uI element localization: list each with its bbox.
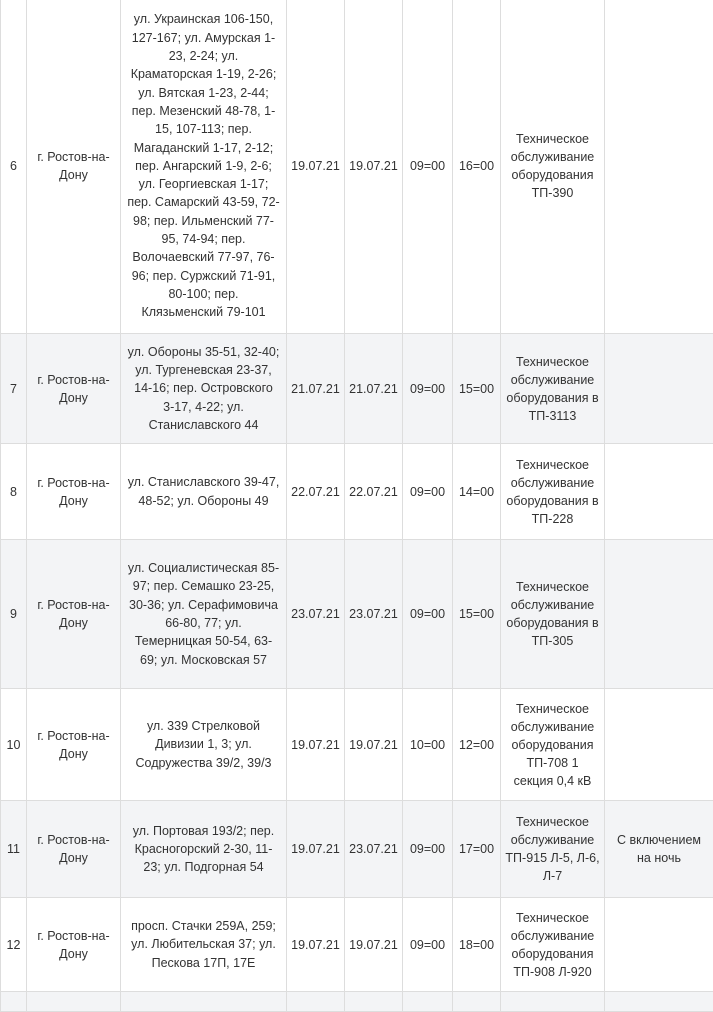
row-number: 11 bbox=[1, 801, 27, 898]
start-time-cell bbox=[403, 992, 453, 1012]
start-time-cell: 09=00 bbox=[403, 444, 453, 540]
start-date-cell: 21.07.21 bbox=[287, 334, 345, 444]
address-cell: ул. Портовая 193/2; пер. Красногорский 2-30, 11-23; ул. Подгорная 54 bbox=[121, 801, 287, 898]
work-description-cell bbox=[501, 992, 605, 1012]
row-number: 10 bbox=[1, 689, 27, 801]
end-time-cell: 18=00 bbox=[453, 898, 501, 992]
note-cell bbox=[605, 540, 713, 689]
note-cell bbox=[605, 992, 713, 1012]
address-cell: ул. Социалистическая 85-97; пер. Семашко 23-25, 30-36; ул. Серафимовича 66-80, 77; ул. Темерницкая 50-54, 63-69; ул. Московская 57 bbox=[121, 540, 287, 689]
start-date-cell: 22.07.21 bbox=[287, 444, 345, 540]
address-cell: ул. Обороны 35-51, 32-40; ул. Тургеневская 23-37, 14-16; пер. Островского 3-17, 4-22; ул. Станиславского 44 bbox=[121, 334, 287, 444]
start-time-cell: 09=00 bbox=[403, 801, 453, 898]
work-description-cell: Техническое обслуживание ТП-915 Л-5, Л-6, Л-7 bbox=[501, 801, 605, 898]
row-number: 6 bbox=[1, 0, 27, 334]
end-time-cell: 12=00 bbox=[453, 689, 501, 801]
city-cell: г. Ростов-на-Дону bbox=[27, 444, 121, 540]
table-row bbox=[1, 540, 713, 689]
row-number: 9 bbox=[1, 540, 27, 689]
start-time-cell: 09=00 bbox=[403, 898, 453, 992]
note-cell bbox=[605, 334, 713, 444]
city-cell: г. Ростов-на-Дону bbox=[27, 801, 121, 898]
city-cell: г. Ростов-на-Дону bbox=[27, 689, 121, 801]
city-cell: г. Ростов-на-Дону bbox=[27, 898, 121, 992]
table-row bbox=[1, 0, 713, 334]
start-date-cell: 23.07.21 bbox=[287, 540, 345, 689]
note-cell bbox=[605, 444, 713, 540]
end-date-cell: 21.07.21 bbox=[345, 334, 403, 444]
row-number: 7 bbox=[1, 334, 27, 444]
note-cell bbox=[605, 0, 713, 334]
row-number: 12 bbox=[1, 898, 27, 992]
end-date-cell: 23.07.21 bbox=[345, 540, 403, 689]
start-time-cell: 09=00 bbox=[403, 540, 453, 689]
work-description-cell: Техническое обслуживание оборудования в ТП-3113 bbox=[501, 334, 605, 444]
city-cell bbox=[27, 992, 121, 1012]
note-cell bbox=[605, 689, 713, 801]
table-row bbox=[1, 801, 713, 898]
table-row bbox=[1, 992, 713, 1012]
address-cell: ул. Станиславского 39-47, 48-52; ул. Обороны 49 bbox=[121, 444, 287, 540]
end-date-cell: 19.07.21 bbox=[345, 898, 403, 992]
work-description-cell: Техническое обслуживание оборудования в ТП-305 bbox=[501, 540, 605, 689]
end-time-cell: 16=00 bbox=[453, 0, 501, 334]
start-time-cell: 09=00 bbox=[403, 0, 453, 334]
end-date-cell: 23.07.21 bbox=[345, 801, 403, 898]
work-description-cell: Техническое обслуживание оборудования ТП-908 Л-920 bbox=[501, 898, 605, 992]
end-time-cell: 14=00 bbox=[453, 444, 501, 540]
work-description-cell: Техническое обслуживание оборудования ТП-708 1 секция 0,4 кВ bbox=[501, 689, 605, 801]
address-cell: ул. 339 Стрелковой Дивизии 1, 3; ул. Содружества 39/2, 39/3 bbox=[121, 689, 287, 801]
row-number bbox=[1, 992, 27, 1012]
table-row bbox=[1, 898, 713, 992]
address-cell: ул. Украинская 106-150, 127-167; ул. Амурская 1-23, 2-24; ул. Краматорская 1-19, 2-26; ул. Вятская 1-23, 2-44; пер. Мезенский 48-78, 1-15, 107-113; пер. Магаданский 1-17, 2-12; пер. Ангарский 1-9, 2-6; ул. Георгиевская 1-17; пер. Самарский 43-59, 72-98; пер. Ильменский 77-95, 74-94; пер. Волочаевский 77-97, 76-96; пер. Суржский 71-91, 80-100; пер. Клязьменский 79-101 bbox=[121, 0, 287, 334]
note-cell: С включением на ночь bbox=[605, 801, 713, 898]
table-row bbox=[1, 334, 713, 444]
start-date-cell: 19.07.21 bbox=[287, 689, 345, 801]
row-number: 8 bbox=[1, 444, 27, 540]
city-cell: г. Ростов-на-Дону bbox=[27, 540, 121, 689]
start-date-cell: 19.07.21 bbox=[287, 898, 345, 992]
table-row bbox=[1, 444, 713, 540]
start-date-cell bbox=[287, 992, 345, 1012]
start-date-cell: 19.07.21 bbox=[287, 801, 345, 898]
end-date-cell: 22.07.21 bbox=[345, 444, 403, 540]
end-date-cell bbox=[345, 992, 403, 1012]
work-description-cell: Техническое обслуживание оборудования в ТП-228 bbox=[501, 444, 605, 540]
start-date-cell: 19.07.21 bbox=[287, 0, 345, 334]
address-cell: просп. Стачки 259А, 259; ул. Любительская 37; ул. Пескова 17П, 17Е bbox=[121, 898, 287, 992]
address-cell bbox=[121, 992, 287, 1012]
start-time-cell: 10=00 bbox=[403, 689, 453, 801]
end-date-cell: 19.07.21 bbox=[345, 0, 403, 334]
start-time-cell: 09=00 bbox=[403, 334, 453, 444]
end-time-cell bbox=[453, 992, 501, 1012]
end-time-cell: 17=00 bbox=[453, 801, 501, 898]
city-cell: г. Ростов-на-Дону bbox=[27, 0, 121, 334]
end-time-cell: 15=00 bbox=[453, 540, 501, 689]
end-time-cell: 15=00 bbox=[453, 334, 501, 444]
work-description-cell: Техническое обслуживание оборудования ТП-390 bbox=[501, 0, 605, 334]
city-cell: г. Ростов-на-Дону bbox=[27, 334, 121, 444]
end-date-cell: 19.07.21 bbox=[345, 689, 403, 801]
table-row bbox=[1, 689, 713, 801]
note-cell bbox=[605, 898, 713, 992]
